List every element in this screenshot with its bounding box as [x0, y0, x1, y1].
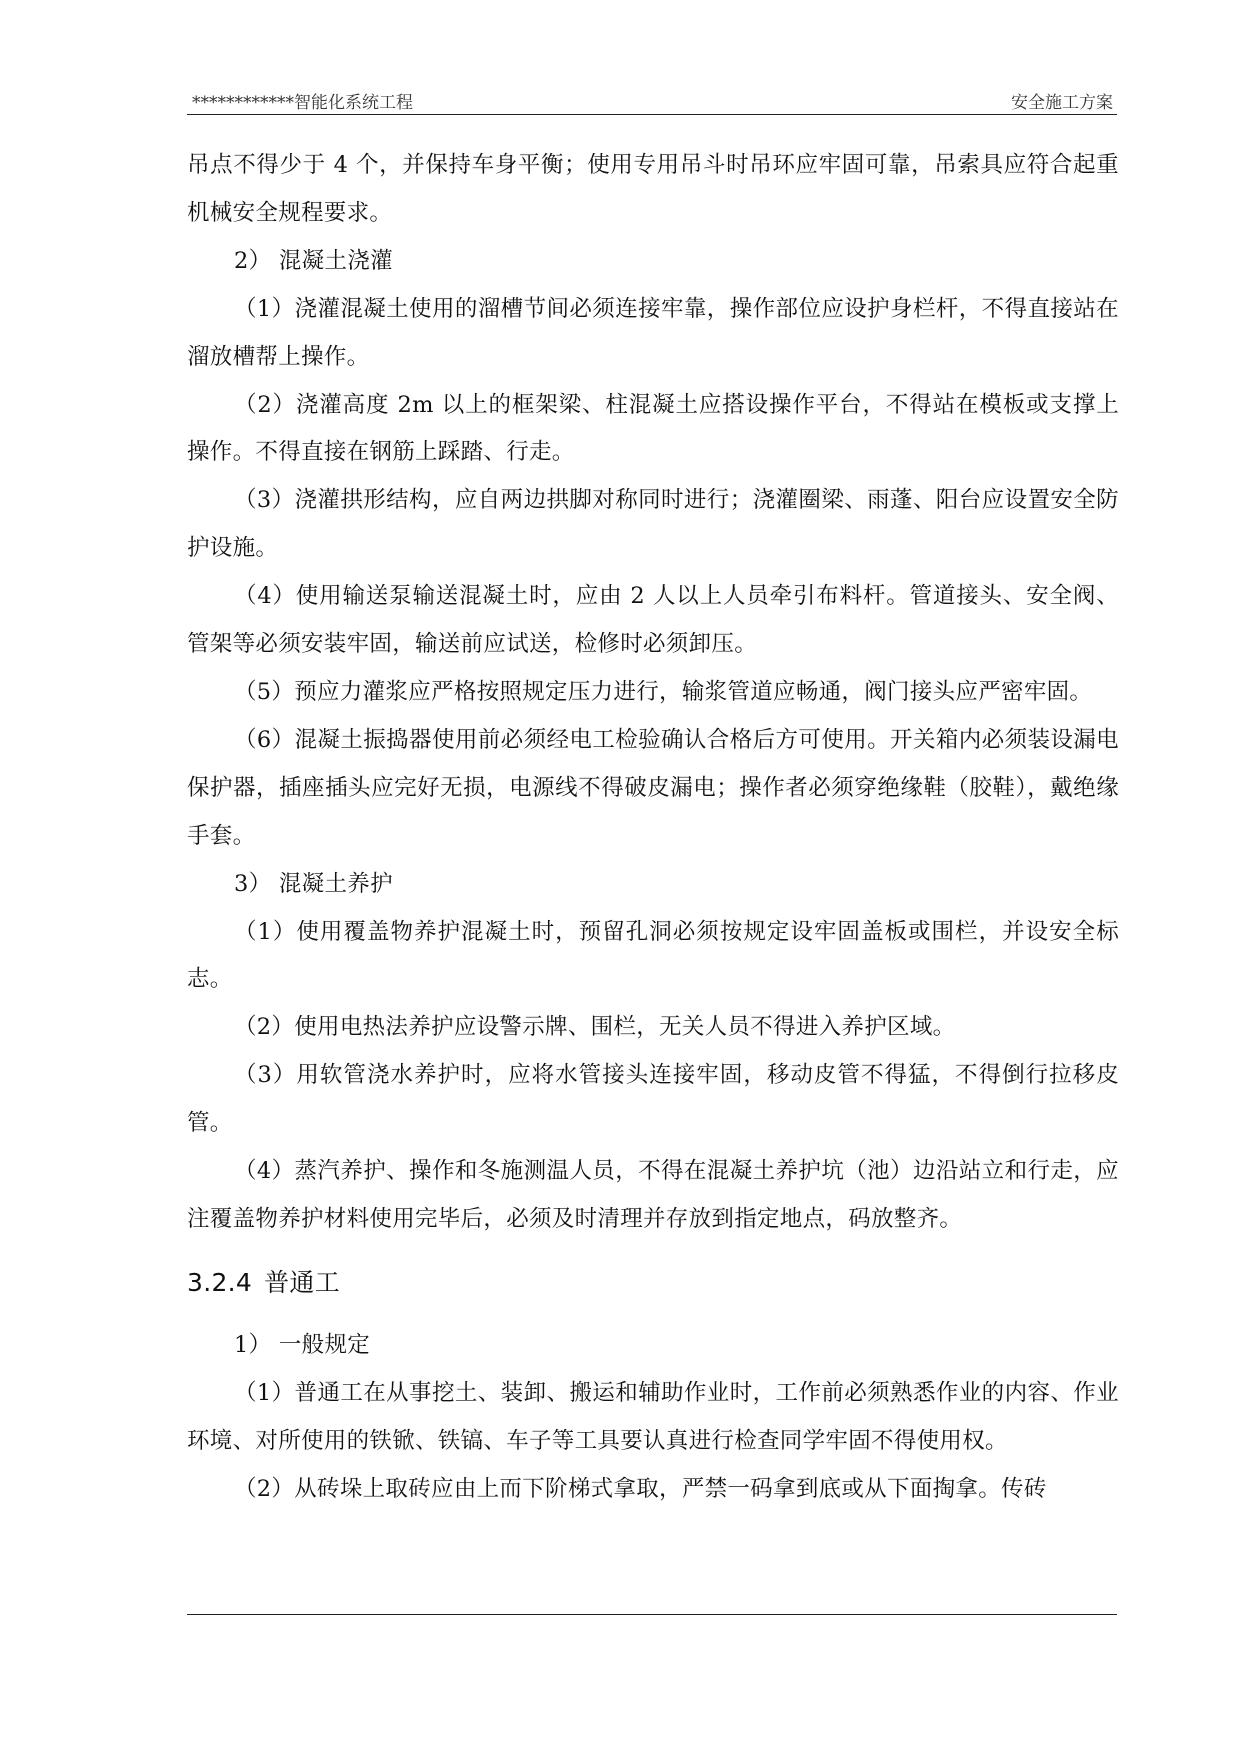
paragraph-curing-item-1: （1）使用覆盖物养护混凝土时，预留孔洞必须按规定设牢固盖板或围栏，并设安全标志。 — [187, 918, 1119, 993]
paragraph-general-item-2: （2）从砖垛上取砖应由上而下阶梯式拿取，严禁一码拿到底或从下面掏拿。传砖 — [234, 1475, 1047, 1502]
header-project-name: ************智能化系统工程 — [192, 93, 413, 113]
subheading-general-rules: 1） 一般规定 — [234, 1331, 371, 1358]
header-document-title: 安全施工方案 — [1011, 93, 1113, 113]
document-body — [187, 142, 1119, 1513]
paragraph-general-item-1: （1）普通工在从事挖土、装卸、搬运和辅助作业时，工作前必须熟悉作业的内容、作业环境、对所使用的铁锨、铁镐、车子等工具要认真进行检查同学牢固不得使用权。 — [187, 1379, 1119, 1454]
footer-rule — [187, 1614, 1117, 1615]
section-number: 3.2.4 — [187, 1267, 253, 1297]
subheading-concrete-pouring: 2） 混凝土浇灌 — [234, 247, 393, 274]
section-title: 普通工 — [264, 1267, 341, 1297]
paragraph-pouring-item-1: （1）浇灌混凝土使用的溜槽节间必须连接牢靠，操作部位应设护身栏杆，不得直接站在溜放槽帮上操作。 — [187, 295, 1119, 370]
paragraph-curing-item-2: （2）使用电热法养护应设警示牌、围栏，无关人员不得进入养护区域。 — [234, 1014, 956, 1041]
paragraph-pouring-item-5: （5）预应力灌浆应严格按照规定压力进行，输浆管道应畅通，阀门接头应严密牢固。 — [234, 678, 1093, 705]
paragraph-pouring-item-3: （3）浇灌拱形结构，应自两边拱脚对称同时进行；浇灌圈梁、雨蓬、阳台应设置安全防护设施。 — [187, 487, 1119, 562]
paragraph-lifting-points: 吊点不得少于 4 个，并保持车身平衡；使用专用吊斗时吊环应牢固可靠，吊索具应符合起重机械安全规程要求。 — [187, 152, 1119, 226]
section-heading — [187, 1244, 1119, 1322]
page-header — [187, 86, 1117, 115]
paragraph-curing-item-3: （3）用软管浇水养护时，应将水管接头连接牢固，移动皮管不得猛，不得倒行拉移皮管。 — [187, 1062, 1119, 1137]
subheading-concrete-curing: 3） 混凝土养护 — [234, 870, 393, 897]
paragraph-pouring-item-6: （6）混凝土振捣器使用前必须经电工检验确认合格后方可使用。开关箱内必须装设漏电保护器，插座插头应完好无损，电源线不得破皮漏电；操作者必须穿绝缘鞋（胶鞋），戴绝缘手套。 — [187, 726, 1119, 849]
paragraph-pouring-item-2: （2）浇灌高度 2m 以上的框架梁、柱混凝土应搭设操作平台，不得站在模板或支撑上操作。不得直接在钢筋上踩踏、行走。 — [187, 391, 1119, 466]
paragraph-curing-item-4: （4）蒸汽养护、操作和冬施测温人员，不得在混凝土养护坑（池）边沿站立和行走，应注覆盖物养护材料使用完毕后，必须及时清理并存放到指定地点，码放整齐。 — [187, 1158, 1119, 1232]
paragraph-pouring-item-4: （4）使用输送泵输送混凝土时，应由 2 人以上人员牵引布料杆。管道接头、安全阀、管架等必须安装牢固，输送前应试送，检修时必须卸压。 — [187, 583, 1119, 658]
